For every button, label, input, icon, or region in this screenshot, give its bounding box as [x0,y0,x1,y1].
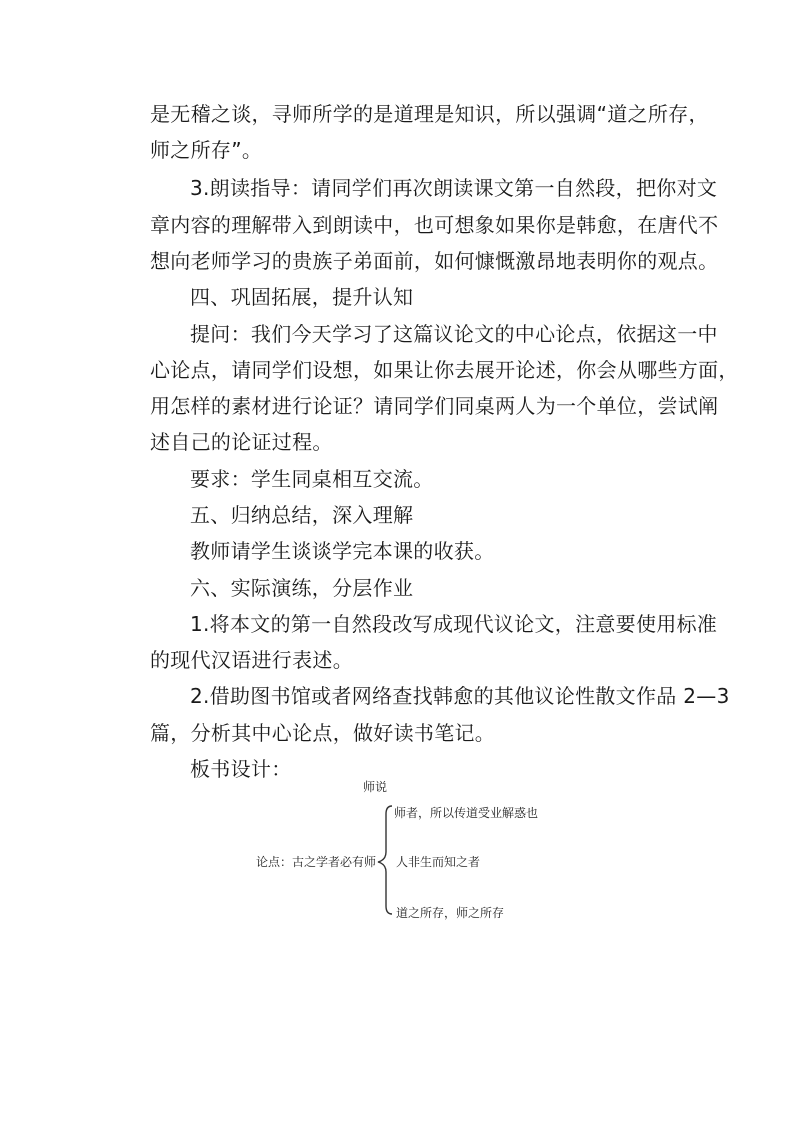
paragraph-line: 用怎样的素材进行论证？请同学们同桌两人为一个单位，尝试阐 [150,394,719,418]
paragraph-line: 提问：我们今天学习了这篇议论文的中心论点，依据这一中 [190,322,718,346]
paragraph-line: 3.朗读指导：请同学们再次朗读课文第一自然段，把你对文 [190,176,718,200]
board-title: 师说 [363,780,388,794]
paragraph-line: 篇，分析其中心论点，做好读书笔记。 [150,721,496,745]
brace-shape [378,806,392,914]
board-thesis: 论点：古之学者必有师 [256,855,377,869]
paragraph-line: 的现代汉语进行表述。 [150,648,353,672]
paragraph-line: 是无稽之谈，寻师所学的是道理是知识，所以强调“道之所存， [150,102,709,126]
board-branch-3: 道之所存，师之所存 [396,906,505,920]
paragraph-line: 述自己的论证过程。 [150,430,333,454]
paragraph-line: 章内容的理解带入到朗读中，也可想象如果你是韩愈，在唐代不 [150,213,719,237]
board-branch-1: 师者，所以传道受业解惑也 [394,806,539,820]
paragraph-line: 教师请学生谈谈学完本课的收获。 [190,539,495,563]
section-heading: 四、巩固拓展，提升认知 [190,285,414,309]
paragraph-line: 2.借助图书馆或者网络查找韩愈的其他议论性散文作品 2—3 [190,684,730,708]
paragraph-line: 1.将本文的第一自然段改写成现代议论文，注意要使用标准 [190,612,718,636]
section-heading: 六、实际演练，分层作业 [190,576,414,600]
paragraph-line: 要求：学生同桌相互交流。 [190,467,434,491]
board-branch-2: 人非生而知之者 [396,855,481,869]
section-heading: 五、归纳总结，深入理解 [190,503,414,527]
paragraph-line: 心论点，请同学们设想，如果让你去展开论述，你会从哪些方面， [150,358,739,382]
paragraph-line: 想向老师学习的贵族子弟面前，如何慷慨激昂地表明你的观点。 [150,249,719,273]
paragraph-line: 板书设计： [190,757,292,781]
paragraph-line: 师之所存”。 [150,138,263,162]
